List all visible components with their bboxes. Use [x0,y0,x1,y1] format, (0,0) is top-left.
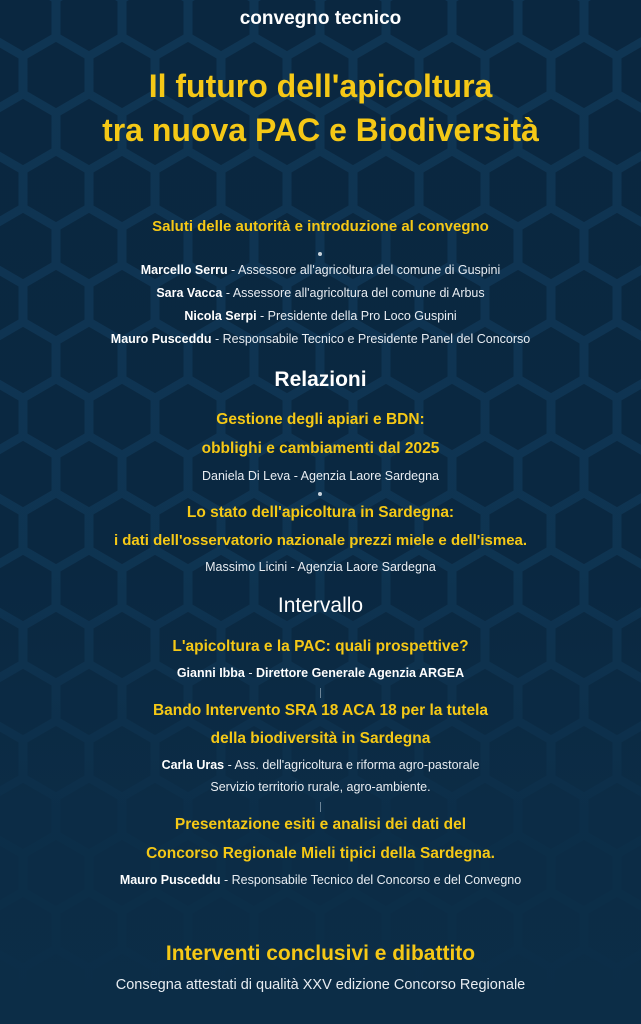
separator-line [320,688,321,698]
talk-5-title-line2: Concorso Regionale Mieli tipici della Sardegna. [146,845,495,862]
opening-title: Saluti delle autorità e introduzione al convegno [152,218,489,235]
separator-dot [318,492,322,496]
event-title-line1: Il futuro dell'apicoltura [148,68,493,104]
opening-speaker-3: Nicola Serpi - Presidente della Pro Loco Guspini [184,309,457,323]
talk-2-title-line1: Lo stato dell'apicoltura in Sardegna: [186,504,455,521]
separator-dot [318,252,322,256]
talk-5-title-line1: Presentazione esiti e analisi dei dati del [174,816,467,833]
talk-2-title-line2: i dati dell'osservatorio nazionale prezzi miele e dell'ismea. [113,532,528,549]
closing-title: Interventi conclusivi e dibattito [165,942,476,965]
talk-3-title: L'apicoltura e la PAC: quali prospettive? [172,638,469,655]
opening-speaker-2: Sara Vacca - Assessore all'agricoltura del comune di Arbus [156,286,485,300]
event-title-line2: tra nuova PAC e Biodiversità [102,112,539,148]
separator-line [320,802,321,812]
talk-5-speaker: Mauro Pusceddu - Responsabile Tecnico del Concorso e del Convegno [119,873,522,887]
talk-4-title-line1: Bando Intervento SRA 18 ACA 18 per la tutela [152,702,489,719]
intervallo-heading: Intervallo [277,594,364,617]
talk-2-speaker: Massimo Licini - Agenzia Laore Sardegna [205,560,436,574]
closing-subtitle: Consegna attestati di qualità XXV edizione Concorso Regionale [115,977,526,993]
event-kicker: convegno tecnico [239,8,402,29]
talk-4-speaker: Carla Uras - Ass. dell'agricoltura e riforma agro-pastorale [161,758,480,772]
talk-4-title-line2: della biodiversità in Sardegna [210,730,431,747]
talk-4-role-line2: Servizio territorio rurale, agro-ambiente. [210,780,431,794]
opening-speaker-1: Marcello Serru - Assessore all'agricoltura del comune di Guspini [140,263,501,277]
talk-1-speaker: Daniela Di Leva - Agenzia Laore Sardegna [202,469,439,483]
opening-speaker-4: Mauro Pusceddu - Responsabile Tecnico e Presidente Panel del Concorso [110,332,531,346]
relazioni-heading: Relazioni [274,368,367,391]
talk-3-speaker: Gianni Ibba - Direttore Generale Agenzia ARGEA [176,666,465,680]
talk-1-title-line2: obblighi e cambiamenti dal 2025 [201,440,440,457]
talk-1-title-line1: Gestione degli apiari e BDN: [216,411,425,428]
